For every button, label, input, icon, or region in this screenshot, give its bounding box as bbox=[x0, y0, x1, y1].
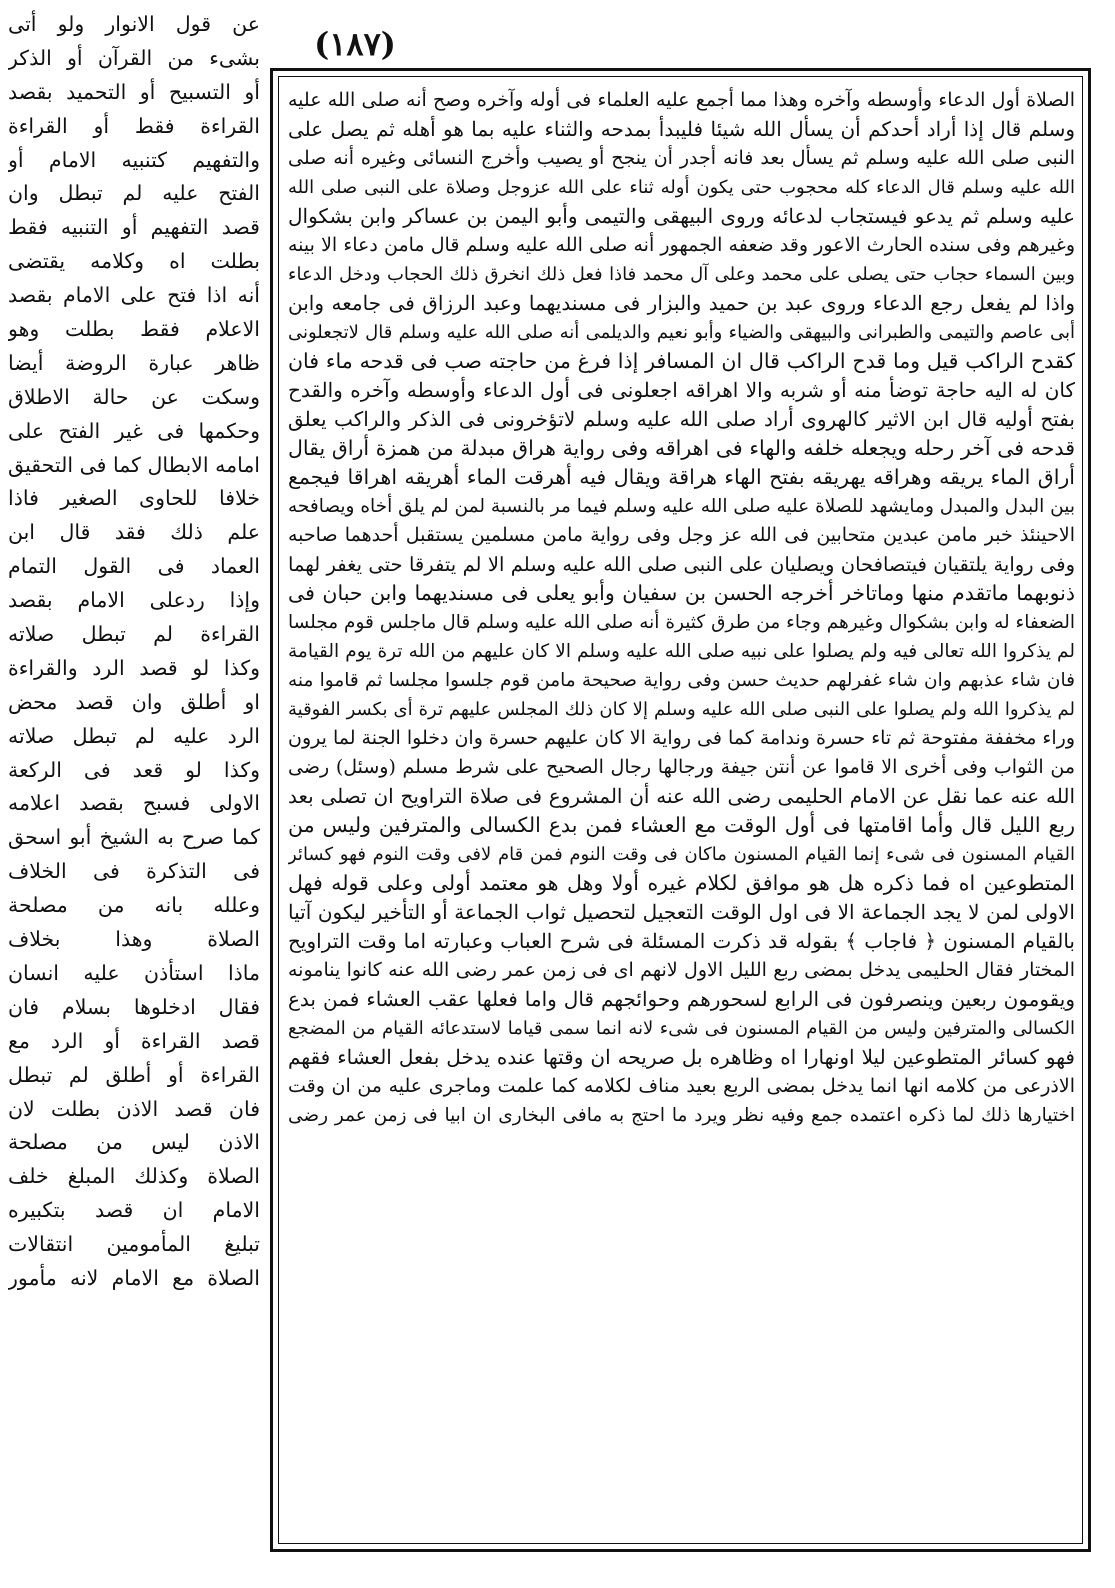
main-text-line: الاحينئذ خبر مامن عبدين متحابين فى الله عز وجل وفى رواية مامن مسلمين يستقبل أحدهما صاحبه bbox=[288, 524, 1075, 546]
margin-text-line: وسكت عن حالة الاطلاق bbox=[8, 384, 260, 409]
margin-text-line: قصد القراءة أو الرد مع bbox=[8, 1028, 260, 1053]
margin-text-line: العماد فى القول التمام bbox=[8, 554, 260, 579]
margin-text-line: الصلاة وهذا بخلاف bbox=[8, 927, 260, 952]
main-text-line: كقدح الراكب قيل وما قدح الراكب قال ان المسافر إذا فرغ من حاجته صب فى قدحه ماء فان bbox=[288, 349, 1075, 373]
margin-text-line: عن قول الانوار ولو أتى bbox=[8, 12, 260, 36]
margin-text-line: الصلاة وكذلك المبلغ خلف bbox=[8, 1164, 260, 1189]
margin-text-line: والتفهيم كتنبيه الامام أو bbox=[8, 147, 260, 172]
main-text-line: المختار فقال الحليمى يدخل بمضى ربع الليل الاول لانهم اى فى زمن عمر رضى الله عنه كانوا ينامونه bbox=[288, 959, 1075, 981]
main-text-line: الصلاة أول الدعاء وأوسطه وآخره وهذا مما أجمع عليه العلماء فى أوله وآخره وصح أنه صلى الله عليه bbox=[288, 89, 1075, 111]
main-text-line: اختيارها ذلك لما ذكره اعتمده جمع وفيه نظر ويرد ما احتج به مافى البخارى ان ابيا فى زمن عمر رضى bbox=[288, 1105, 1075, 1126]
main-text-line: لم يذكروا الله ولم يصلوا على النبى صلى الله عليه وسلم إلا كان ذلك المجلس عليهم ترة أى بكسر الفوقية bbox=[288, 699, 1075, 720]
main-text-line: وسلم قال إذا أراد أحدكم أن يسأل الله شيئا فليبدأ بمدحه والثناء عليه بما هو أهله ثم يصل على bbox=[288, 117, 1075, 141]
margin-text-line: الصلاة مع الامام لانه مأمور bbox=[8, 1265, 260, 1290]
main-text-line: الاذرعى من كلامه انها انما يدخل بمضى الربع بعيد مناف لكلامه كما علمت وماجرى عليه من ان وقت bbox=[288, 1075, 1075, 1097]
margin-commentary bbox=[8, 8, 260, 1568]
margin-text-line: خلافا للحاوى الصغير فاذا bbox=[8, 486, 260, 511]
main-text-line: ذنوبهما ماتقدم منها وماتاخر أخرجه الحسن بن سفيان وأبو يعلى فى مسنديهما وابن حبان فى bbox=[288, 581, 1075, 605]
margin-text-line: وكذا لو قعد فى الركعة bbox=[8, 757, 260, 782]
main-text-line: كان له اليه حاجة توضأ منه أو شربه والا اهراقه اجعلونى فى أول الدعاء وأوسطه وآخره والقدح bbox=[288, 378, 1075, 402]
margin-text-line: ظاهر عبارة الروضة أيضا bbox=[8, 350, 260, 375]
margin-text-line: الاولى فسبح بقصد اعلامه bbox=[8, 791, 260, 816]
margin-text-line: امامه الابطال كما فى التحقيق bbox=[8, 452, 260, 477]
main-text-line: بين البدل والمبدل ومايشهد للصلاة عليه صلى الله عليه وسلم فيما مر بالنسبة لمن لم يلق أخاه ويصافحه bbox=[288, 496, 1075, 517]
main-text-line: الضعفاء له وابن بشكوال وغيرهم وجاء من طرق كثيرة أنه صلى الله عليه وسلم قال ماجلس قوم مجلسا bbox=[288, 612, 1075, 633]
margin-text-line: ماذا استأذن عليه انسان bbox=[8, 960, 260, 985]
margin-text-line: أو التسبيح أو التحميد بقصد bbox=[8, 79, 260, 104]
margin-text-line: الرد عليه لم تبطل صلاته bbox=[8, 723, 260, 748]
main-text-line: أبى عاصم والتيمى والطبرانى والبيهقى والضياء وأبو نعيم والديلمى أنه صلى الله عليه وسلم قال لاتجعلونى bbox=[288, 322, 1075, 343]
main-text-line: قدحه فى آخر رحله ويجعله خلفه والهاء فى اهراقه وفى رواية هراق مبدلة من همزة أراق يقال bbox=[288, 436, 1075, 460]
margin-text-line: بشىء من القرآن أو الذكر bbox=[8, 45, 260, 70]
margin-text-line: قصد التفهيم أو التنبيه فقط bbox=[8, 215, 260, 240]
margin-text-line: بطلت اه وكلامه يقتضى bbox=[8, 249, 260, 274]
main-text-line: وراء مخففة مفتوحة ثم تاء حسرة وندامة كما فى رواية الا كان عليهم حسرة وان دخلوا الجنة لما يرون bbox=[288, 727, 1075, 749]
margin-text-line: كما صرح به الشيخ أبو اسحق bbox=[8, 825, 260, 850]
main-text-line: ويقومون ربعين وينصرفون فى الرابع لسحورهم وحوائجهم قال واما فعلها عقب العشاء فمن بدع bbox=[288, 987, 1075, 1011]
main-text-line: بالقيام المسنون ﴿ فاجاب ﴾ بقوله قد ذكرت المسئلة فى شرح العباب وعبارته اما وقت التراويح bbox=[288, 929, 1075, 953]
margin-text-line: الاذن ليس من مصلحة bbox=[8, 1130, 260, 1155]
margin-text-line: الاعلام فقط بطلت وهو bbox=[8, 317, 260, 342]
page-number: (١٨٧) bbox=[314, 25, 396, 63]
margin-text-line: الفتح عليه لم تبطل وان bbox=[8, 181, 260, 206]
margin-text-line: القراءة لم تبطل صلاته bbox=[8, 622, 260, 647]
main-text-line: وفى رواية يلتقيان فيتصافحان ويصليان على النبى صلى الله عليه وسلم الا لم يتفرقا حتى يغفر لهما bbox=[288, 553, 1075, 576]
main-text-line: أراق الماء يريقه وهراقه يهريقه بفتح الهاء هراقة ويقال فيه أهرقت الماء أهريقه اهراقا فيجمع bbox=[288, 465, 1075, 489]
main-text-line: فهو كسائر المتطوعين ليلا اونهارا اه وظاهره بل صريحه ان وقتها عنده يدخل بفعل العشاء فقهم bbox=[288, 1045, 1075, 1069]
main-text-line: الاولى لمن لا يجد الجماعة الا فى اول الوقت التعجيل لتحصيل ثواب الجماعة أو التأخير ليكون آتيا bbox=[288, 900, 1075, 924]
main-text-line: الكسالى والمترفين وليس من القيام المسنون فى شىء لانه انما سمى قياما لاستدعائه القيام من المضجع bbox=[288, 1018, 1075, 1039]
margin-text-line: فان قصد الاذن بطلت لان bbox=[8, 1096, 260, 1121]
margin-text-line: أنه اذا فتح على الامام بقصد bbox=[8, 283, 260, 308]
margin-text-line: القراءة أو أطلق لم تبطل bbox=[8, 1062, 260, 1087]
main-text-line: القيام المسنون فى شىء إنما القيام المسنون ماكان فى وقت النوم فمن قام لافى وقت النوم فهو كسائر bbox=[288, 844, 1075, 865]
margin-text-line: وعلله بانه من مصلحة bbox=[8, 893, 260, 918]
main-text-line: بفتح أوليه قال ابن الاثير كالهروى أراد صلى الله عليه وسلم لاتؤخرونى فى الذكر والراكب يعلق bbox=[288, 407, 1075, 431]
main-text-body bbox=[288, 86, 1075, 1536]
margin-text-line: علم ذلك فقد قال ابن bbox=[8, 520, 260, 545]
main-text-line: الله عنه عما نقل عن الامام الحليمى رضى الله عنه أن المشروع فى صلاة التراويح ان تصلى بعد bbox=[288, 784, 1075, 808]
margin-text-line: الامام ان قصد بتكبيره bbox=[8, 1198, 260, 1223]
main-text-line: واذا لم يفعل رجع الدعاء وروى عبد بن حميد والبزار فى مسنديهما وعبد الرزاق فى جامعه وابن bbox=[288, 291, 1075, 315]
margin-text-line: فقال ادخلوها بسلام فان bbox=[8, 994, 260, 1019]
margin-text-line: تبليغ المأمومين انتقالات bbox=[8, 1232, 260, 1257]
main-text-line: لم يذكروا الله تعالى فيه ولم يصلوا على نبيه صلى الله عليه وسلم الا كان عليهم من الله ترة يوم القيامة bbox=[288, 641, 1075, 662]
margin-text-line: وكذا لو قصد الرد والقراءة bbox=[8, 655, 260, 680]
main-text-line: من الثواب وفى أخرى الا قاموا عن أنتن جيفة ورجالها رجال الصحيح على شرط مسلم (وسئل) رضى bbox=[288, 756, 1075, 778]
main-text-line: الله عليه وسلم قال الدعاء كله محجوب حتى يكون أوله ثناء على الله عزوجل وصلاة على النبى صلى الله bbox=[288, 177, 1075, 198]
margin-text-line: او أطلق وان قصد محض bbox=[8, 689, 260, 714]
main-text-line: المتطوعين اه فما ذكره هل هو موافق لكلام غيره أولا وهل هو معتمد أولى وعلى قوله فهل bbox=[288, 871, 1075, 895]
main-text-line: فان شاء عذبهم وان شاء غفرلهم حديث حسن وفى رواية صحيحة مامن قوم جلسوا مجلسا ثم قاموا منه bbox=[288, 670, 1075, 691]
main-text-line: عليه وسلم ثم يدعو فيستجاب لدعائه وروى البيهقى والتيمى وأبو اليمن بن عساكر وابن بشكوال bbox=[288, 204, 1075, 228]
main-text-line: وغيرهم وفى سنده الحارث الاعور وقد ضعفه الجمهور أنه صلى الله عليه وسلم قال مامن دعاء الا بينه bbox=[288, 234, 1075, 256]
main-text-line: وبين السماء حجاب حتى يصلى على محمد وعلى آل محمد فاذا فعل ذلك انخرق ذلك الحجاب ودخل الدعاء bbox=[288, 264, 1075, 285]
margin-text-line: فى التذكرة فى الخلاف bbox=[8, 859, 260, 884]
margin-text-line: القراءة فقط أو القراءة bbox=[8, 113, 260, 138]
main-text-line: ربع الليل قال وأما اقامتها فى أول الوقت مع العشاء فمن بدع الكسالى والمترفين وليس من bbox=[288, 813, 1075, 837]
main-text-line: النبى صلى الله عليه وسلم ثم يسأل بعد فانه أجدر أن ينجح أو يصيب وأخرج النسائى وغيره أنه صلى bbox=[288, 147, 1075, 169]
margin-text-line: وإذا ردعلى الامام بقصد bbox=[8, 588, 260, 613]
margin-text-line: وحكمها فى غير الفتح على bbox=[8, 418, 260, 443]
